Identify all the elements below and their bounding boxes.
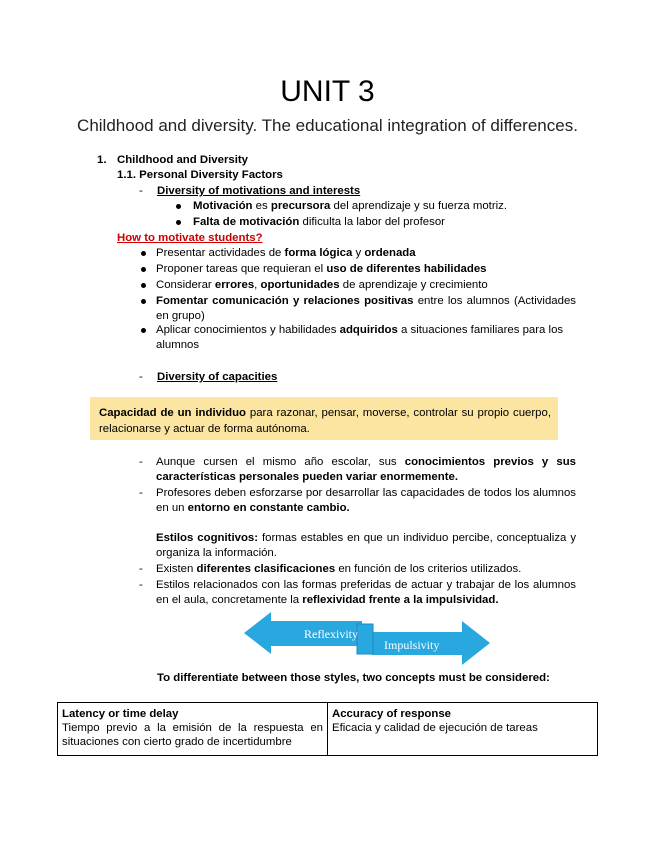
capacities-item-4: Estilos relacionados con las formas preferidas de actuar y trabajar de los alumnos en el aula, concretamente la reflexividad frente a la impulsividad. xyxy=(156,579,576,606)
bullet-dot xyxy=(141,328,146,333)
how-to-item-3: Considerar errores, oportunidades de aprendizaje y crecimiento xyxy=(156,279,488,291)
bullet-dot xyxy=(176,220,181,225)
motivation-item-1: Motivación es precursora del aprendizaje y su fuerza motriz. xyxy=(193,200,508,212)
capacities-item-2: Profesores deben esforzarse por desarrollar las capacidades de todos los alumnos en un entorno en constante cambio. xyxy=(156,487,576,514)
differentiate-statement: To differentiate between those styles, two concepts must be considered: xyxy=(157,672,550,684)
capacities-item-1: Aunque cursen el mismo año escolar, sus conocimientos previos y sus características personales pueden variar enormemente. xyxy=(156,456,576,483)
how-to-item-1: Presentar actividades de forma lógica y ordenada xyxy=(156,247,416,259)
bullet-dot xyxy=(141,283,146,288)
how-to-item-5: Aplicar conocimientos y habilidades adquiridos a situaciones familiares para los alumnos xyxy=(156,324,564,351)
diagram-connector xyxy=(357,624,373,654)
dash-bullet: - xyxy=(139,371,143,383)
callout-text: Capacidad de un individuo para razonar, pensar, moverse, controlar su propio cuerpo, relacionarse y actuar de forma autónoma. xyxy=(99,407,551,435)
motivations-heading: Diversity of motivations and interests xyxy=(157,185,361,197)
comparison-table xyxy=(57,702,598,756)
page-subtitle: Childhood and diversity. The educational integration of differences. xyxy=(77,116,578,135)
bullet-dot xyxy=(141,267,146,272)
motivation-item-2: Falta de motivación dificulta la labor del profesor xyxy=(193,216,445,228)
capacities-item-3: Existen diferentes clasificaciones en función de los criterios utilizados. xyxy=(156,563,522,575)
how-to-motivate-heading: How to motivate students? xyxy=(117,232,263,244)
capacities-heading: Diversity of capacities xyxy=(157,371,278,383)
section-heading: Childhood and Diversity xyxy=(117,154,249,166)
section-number: 1. xyxy=(97,154,107,166)
dash-bullet: - xyxy=(139,456,143,468)
accuracy-heading: Accuracy of response xyxy=(332,708,452,720)
bullet-dot xyxy=(141,251,146,256)
bullet-dot xyxy=(141,299,146,304)
dash-bullet: - xyxy=(139,579,143,591)
table-row xyxy=(58,703,598,756)
dash-bullet: - xyxy=(139,487,143,499)
impulsivity-label: Impulsivity xyxy=(384,638,440,652)
cognitive-styles-paragraph: Estilos cognitivos: formas estables en que un individuo percibe, conceptualiza y organiza la información. xyxy=(156,532,577,559)
bullet-dot xyxy=(176,204,181,209)
dash-bullet: - xyxy=(139,185,143,197)
how-to-item-4: Fomentar comunicación y relaciones positivas entre los alumnos (Actividades en grupo) xyxy=(156,295,576,322)
how-to-item-2: Proponer tareas que requieran el uso de diferentes habilidades xyxy=(156,263,487,275)
table-cell-latency xyxy=(58,703,328,756)
latency-description: Tiempo previo a la emisión de la respuesta en situaciones con cierto grado de incertidumbre xyxy=(62,722,323,748)
reflexivity-impulsivity-diagram xyxy=(244,612,490,666)
reflexivity-label: Reflexivity xyxy=(304,627,358,641)
latency-heading: Latency or time delay xyxy=(62,708,179,720)
table-cell-accuracy xyxy=(328,703,598,756)
page-title: UNIT 3 xyxy=(280,75,375,108)
subsection-heading: 1.1. Personal Diversity Factors xyxy=(117,169,283,181)
accuracy-description: Eficacia y calidad de ejecución de tareas xyxy=(332,722,538,734)
dash-bullet: - xyxy=(139,563,143,575)
